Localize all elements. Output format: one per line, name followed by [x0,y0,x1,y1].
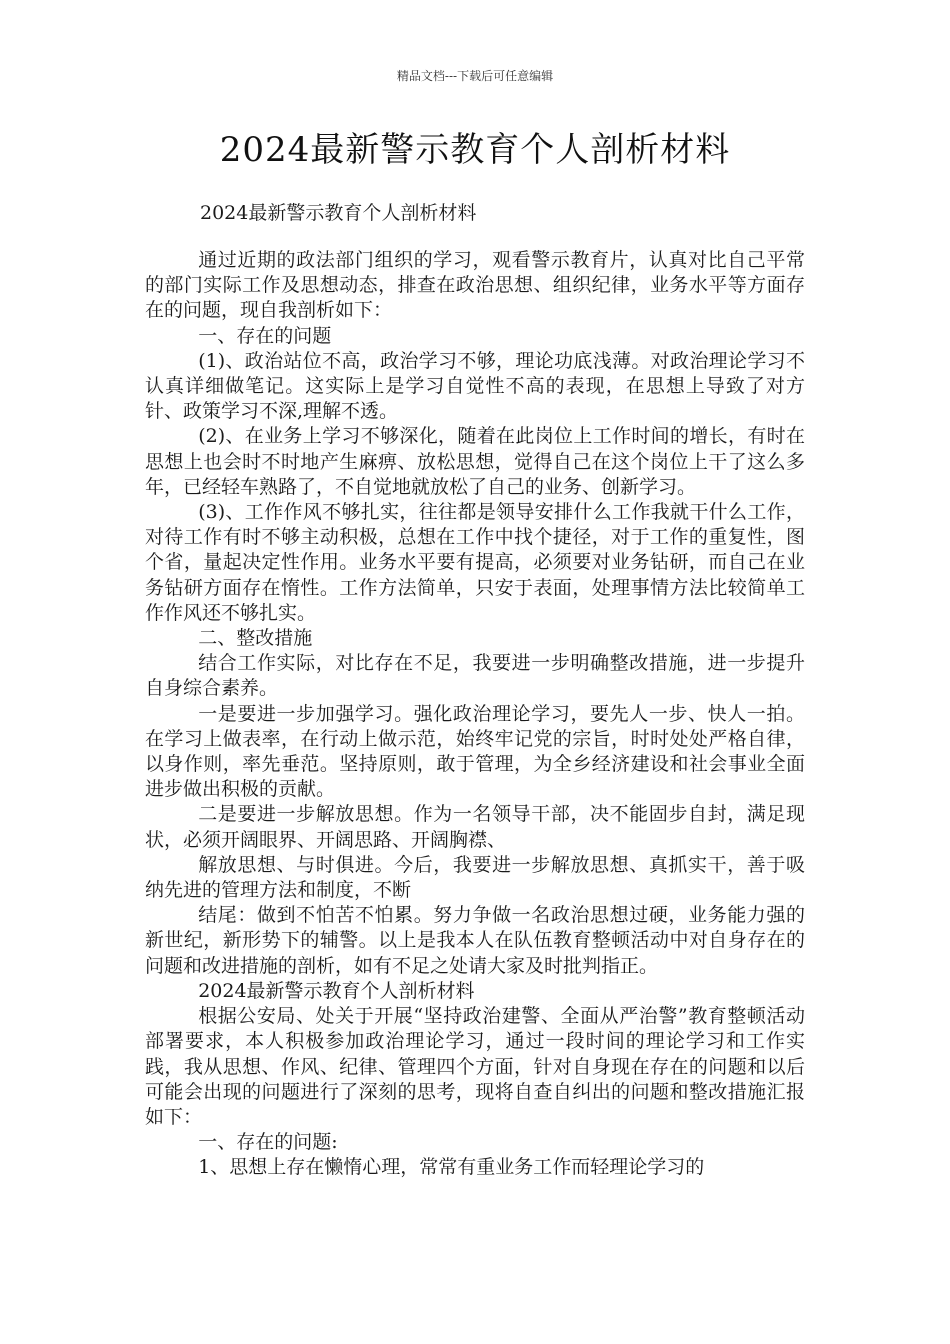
second-title: 2024最新警示教育个人剖析材料 [198,979,475,1002]
header-note: 精品文档---下载后可任意编辑 [396,69,554,83]
paragraph-measures-intro: 结合工作实际，对比存在不足，我要进一步明确整改措施，进一步提升自身综合素养。 [145,652,805,700]
section-heading-measures: 二、整改措施 [198,627,313,650]
paragraph-conclusion: 结尾：做到不怕苦不怕累。努力争做一名政治思想过硬，业务能力强的新世纪，新形势下的辅警。以上是我本人在队伍教育整顿活动中对自身存在的问题和改进措施的剖析，如有不足之处请大家及时批判指正。 [145,904,805,977]
paragraph-measure-1: 一是要进一步加强学习。强化政治理论学习，要先人一步、快人一拍。在学习上做表率，在行动上做示范，始终牢记党的宗旨，时时处处严格自律，以身作则，率先垂范。坚持原则，敢于管理，为全乡经济建设和社会事业全面进步做出积极的贡献。 [145,702,805,801]
paragraph-second-problem-1: 1、思想上存在懒惰心理，常常有重业务工作而轻理论学习的 [198,1156,705,1179]
section-heading-problems-2: 一、存在的问题: [198,1131,338,1154]
paragraph-intro: 通过近期的政法部门组织的学习，观看警示教育片，认真对比自己平常的部门实际工作及思想动态，排查在政治思想、组织纪律，业务水平等方面存在的问题，现自我剖析如下： [145,249,805,322]
paragraph-measure-2-cont: 解放思想、与时俱进。今后，我要进一步解放思想、真抓实干，善于吸纳先进的管理方法和制度，不断 [145,853,805,902]
paragraph-measure-2: 二是要进一步解放思想。作为一名领导干部，决不能固步自封，满足现状，必须开阔眼界、开阔思路、开阔胸襟、 [145,803,805,851]
section-heading-problems: 一、存在的问题 [198,324,332,347]
document-body [145,248,805,1181]
paragraph-problem-3: (3)、工作作风不够扎实，往往都是领导安排什么工作我就干什么工作，对待工作有时不够主动积极，总想在工作中找个捷径，对于工作的重复性，图个省，量起决定性作用。业务水平要有提高，必须要对业务钻研，而自己在业务钻研方面存在惰性。工作方法简单，只安于表面，处理事情方法比较简单工作作风还不够扎实。 [145,501,805,624]
document-title: 2024最新警示教育个人剖析材料 [219,130,731,170]
document-subtitle: 2024最新警示教育个人剖析材料 [200,202,477,224]
paragraph-problem-2: (2)、在业务上学习不够深化，随着在此岗位上工作时间的增长，有时在思想上也会时不时地产生麻痹、放松思想，觉得自己在这个岗位上干了这么多年，已经轻车熟路了，不自觉地就放松了自己的业务、创新学习。 [145,425,805,498]
paragraph-second-intro: 根据公安局、处关于开展“坚持政治建警、全面从严治警”教育整顿活动部署要求，本人积极参加政治理论学习，通过一段时间的理论学习和工作实践，我从思想、作风、纪律、管理四个方面，针对自身现在存在的问题和以后可能会出现的问题进行了深刻的思考，现将自查自纠出的问题和整改措施汇报如下： [145,1005,805,1128]
paragraph-problem-1: (1)、政治站位不高，政治学习不够，理论功底浅薄。对政治理论学习不认真详细做笔记。这实际上是学习自觉性不高的表现，在思想上导致了对方针、政策学习不深,理解不透。 [145,349,805,423]
